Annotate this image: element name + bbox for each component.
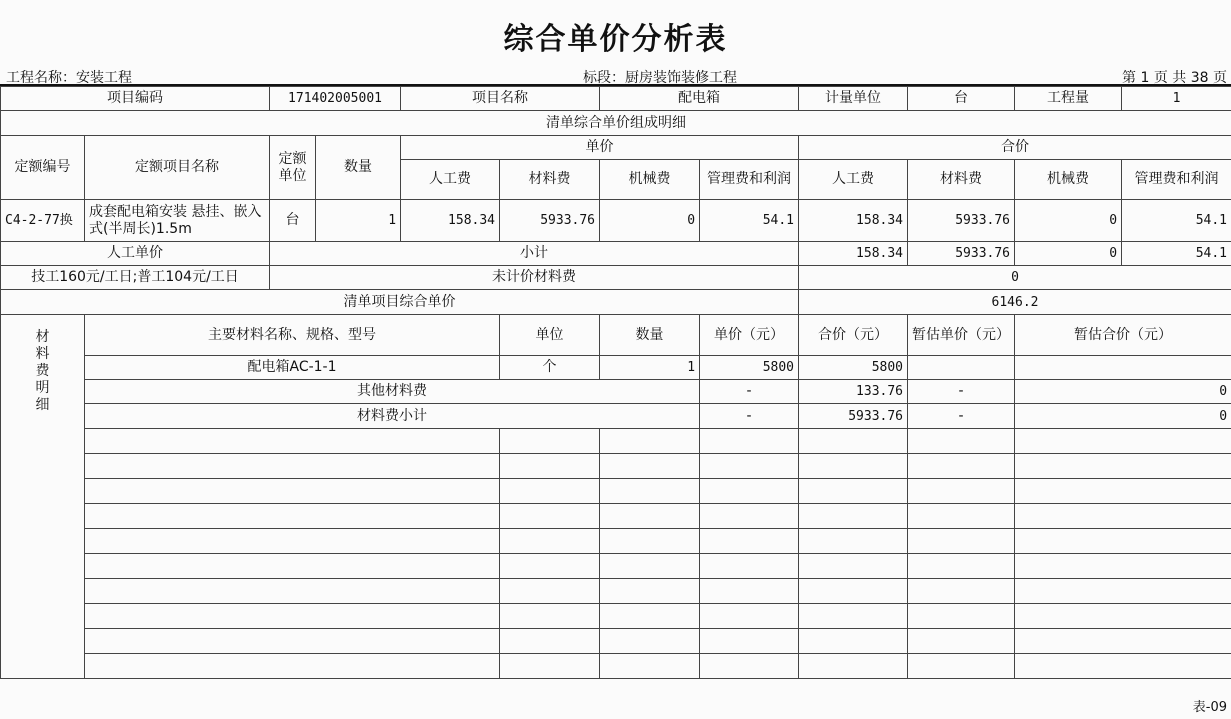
item-name-label: 项目名称 — [401, 87, 600, 111]
mat-est-u — [908, 356, 1015, 380]
side-char-2: 料 — [35, 346, 50, 362]
unpriced-row — [1, 266, 1231, 290]
subtotal-label: 小计 — [270, 242, 799, 266]
composition-title: 清单综合单价组成明细 — [1, 111, 1231, 136]
other-est-t: 0 — [1015, 380, 1231, 404]
quota-qty: 1 — [316, 200, 401, 242]
empty-row — [1, 504, 1231, 529]
col-t-material: 材料费 — [908, 160, 1015, 200]
quantity-label: 工程量 — [1015, 87, 1122, 111]
col-t-labor: 人工费 — [799, 160, 908, 200]
quota-row — [1, 200, 1231, 242]
quota-u-labor: 158.34 — [401, 200, 500, 242]
composition-title-row — [1, 111, 1231, 136]
empty-row — [1, 529, 1231, 554]
side-char-3: 费 — [35, 363, 50, 379]
empty-row — [1, 554, 1231, 579]
subtotal-material: 5933.76 — [908, 242, 1015, 266]
mat-col-unit: 单位 — [500, 315, 600, 356]
mat-subtotal-est-t: 0 — [1015, 404, 1231, 429]
subtotal-machine: 0 — [1015, 242, 1122, 266]
mat-col-est-u: 暂估单价（元） — [908, 315, 1015, 356]
material-subtotal-row — [1, 404, 1231, 429]
col-t-mgmt: 管理费和利润 — [1122, 160, 1231, 200]
mat-uprice: 5800 — [700, 356, 799, 380]
empty-row — [1, 629, 1231, 654]
quota-t-machine: 0 — [1015, 200, 1122, 242]
unpriced-label: 未计价材料费 — [270, 266, 799, 290]
col-u-labor: 人工费 — [401, 160, 500, 200]
unpriced-value: 0 — [799, 266, 1231, 290]
other-label: 其他材料费 — [85, 380, 700, 404]
col-total-price: 合价 — [799, 136, 1231, 160]
mat-subtotal-label: 材料费小计 — [85, 404, 700, 429]
mat-col-total: 合价（元） — [799, 315, 908, 356]
labor-price-label: 人工单价 — [1, 242, 270, 266]
labor-rate: 技工160元/工日;普工104元/工日 — [1, 266, 270, 290]
mat-subtotal-est-u: - — [908, 404, 1015, 429]
mat-subtotal-total: 5933.76 — [799, 404, 908, 429]
mat-col-name: 主要材料名称、规格、型号 — [85, 315, 500, 356]
side-char-4: 明 — [35, 380, 50, 396]
mat-col-est-t: 暂估合价（元） — [1015, 315, 1231, 356]
col-quota-no: 定额编号 — [1, 136, 85, 200]
mat-qty: 1 — [600, 356, 700, 380]
page-title: 综合单价分析表 — [503, 22, 728, 57]
column-header-row — [1, 136, 1231, 160]
materials-side-label — [1, 315, 85, 679]
material-row — [1, 356, 1231, 380]
col-u-material: 材料费 — [500, 160, 600, 200]
col-quota-unit: 定额单位 — [270, 136, 316, 200]
item-code-label: 项目编码 — [1, 87, 270, 111]
unit-price-analysis-table — [0, 86, 1231, 679]
quota-t-labor: 158.34 — [799, 200, 908, 242]
quota-u-machine: 0 — [600, 200, 700, 242]
empty-row — [1, 604, 1231, 629]
item-code: 171402005001 — [270, 87, 401, 111]
quota-unit: 台 — [270, 200, 316, 242]
other-material-row — [1, 380, 1231, 404]
other-uprice: - — [700, 380, 799, 404]
table-number: 表-09 — [1192, 700, 1227, 715]
side-char-5: 细 — [35, 397, 50, 413]
quota-u-material: 5933.76 — [500, 200, 600, 242]
unit-value: 台 — [908, 87, 1015, 111]
col-u-mgmt: 管理费和利润 — [700, 160, 799, 200]
mat-total: 5800 — [799, 356, 908, 380]
materials-header-row — [1, 315, 1231, 356]
unit-label: 计量单位 — [799, 87, 908, 111]
col-quota-name: 定额项目名称 — [85, 136, 270, 200]
other-total: 133.76 — [799, 380, 908, 404]
col-unit-price: 单价 — [401, 136, 799, 160]
mat-name: 配电箱AC-1-1 — [85, 356, 500, 380]
item-name: 配电箱 — [600, 87, 799, 111]
page-indicator: 第 1 页 共 38 页 — [1122, 70, 1227, 86]
side-char-1: 材 — [35, 329, 50, 345]
section-name: 标段：厨房装饰装修工程 — [583, 70, 737, 86]
quota-t-material: 5933.76 — [908, 200, 1015, 242]
quota-t-mgmt: 54.1 — [1122, 200, 1231, 242]
composite-value: 6146.2 — [799, 290, 1231, 315]
quota-no: C4-2-77换 — [1, 200, 85, 242]
col-t-machine: 机械费 — [1015, 160, 1122, 200]
mat-est-t — [1015, 356, 1231, 380]
subtotal-mgmt: 54.1 — [1122, 242, 1231, 266]
empty-row — [1, 654, 1231, 679]
composite-label: 清单项目综合单价 — [1, 290, 799, 315]
mat-col-qty: 数量 — [600, 315, 700, 356]
other-est-u: - — [908, 380, 1015, 404]
quota-name: 成套配电箱安装 悬挂、嵌入式(半周长)1.5m — [85, 200, 270, 242]
empty-row — [1, 479, 1231, 504]
col-u-machine: 机械费 — [600, 160, 700, 200]
subtotal-row — [1, 242, 1231, 266]
col-quantity: 数量 — [316, 136, 401, 200]
empty-row — [1, 454, 1231, 479]
composite-row — [1, 290, 1231, 315]
mat-subtotal-uprice: - — [700, 404, 799, 429]
mat-col-uprice: 单价（元） — [700, 315, 799, 356]
empty-row — [1, 429, 1231, 454]
quota-u-mgmt: 54.1 — [700, 200, 799, 242]
subtotal-labor: 158.34 — [799, 242, 908, 266]
mat-unit: 个 — [500, 356, 600, 380]
project-name: 工程名称：安装工程 — [6, 70, 132, 86]
quantity-value: 1 — [1122, 87, 1231, 111]
item-info-row — [1, 87, 1231, 111]
empty-row — [1, 579, 1231, 604]
